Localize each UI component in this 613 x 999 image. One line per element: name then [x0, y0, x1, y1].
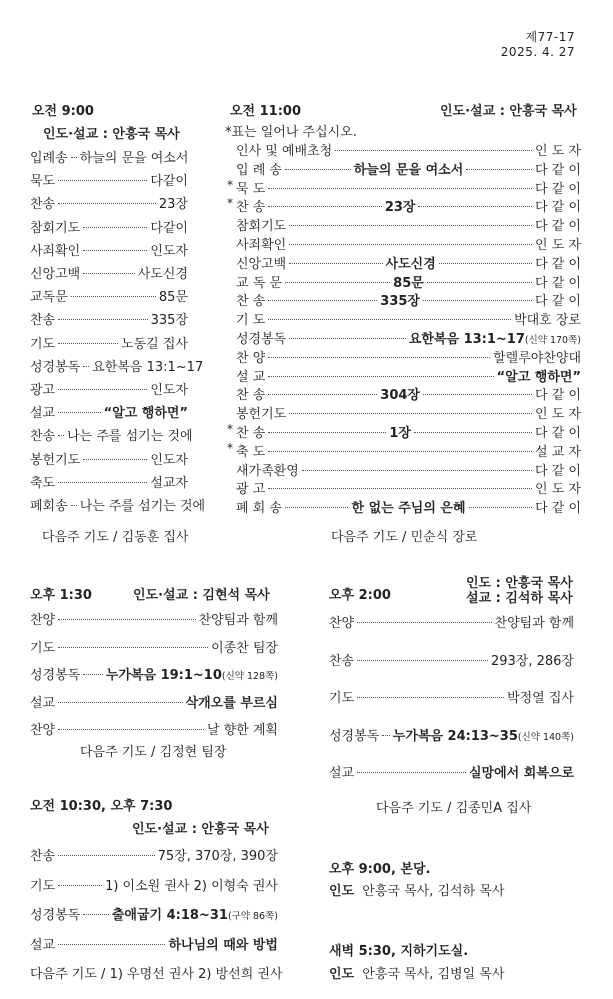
order-label: 기도	[30, 640, 56, 656]
order-label: 기 도	[236, 313, 266, 329]
order-value: 사도신경	[137, 267, 188, 282]
order-label: 축 도	[236, 444, 266, 460]
dot-leader	[289, 225, 532, 226]
dot-leader	[268, 300, 377, 301]
order-label: 찬양	[30, 613, 56, 628]
order-value: 인 도 자	[535, 407, 581, 423]
order-row	[236, 347, 581, 366]
standing-note: *표는 일어나 주십시오.	[225, 125, 357, 140]
dot-leader	[357, 622, 491, 623]
order-row	[30, 240, 188, 259]
dot-leader	[268, 432, 386, 433]
order-row	[30, 719, 278, 738]
order-row	[236, 384, 581, 403]
dot-leader	[58, 180, 147, 181]
order-value: 335장	[150, 313, 188, 329]
order-value: 다 같 이	[535, 181, 581, 197]
dot-leader	[268, 451, 532, 452]
dot-leader	[58, 885, 102, 886]
order-label: 찬양	[30, 723, 56, 738]
order-label: 인사 및 예배초청	[236, 144, 333, 159]
dot-leader	[466, 169, 532, 170]
order-label: 찬송	[30, 849, 56, 864]
order-row	[30, 147, 188, 166]
service-900pm-leader	[329, 880, 504, 899]
order-row	[227, 196, 582, 216]
order-label: 묵 도	[236, 181, 266, 197]
order-value: 날 향한 계획	[206, 723, 278, 738]
order-label: 교독문	[30, 290, 68, 306]
dot-leader	[58, 435, 64, 436]
order-row	[236, 253, 581, 272]
service-900-time: 오전 9:00	[32, 104, 94, 119]
order-value: 박정열 집사	[507, 691, 574, 706]
service-1030-leader: 인도·설교 : 안흥국 목사	[132, 822, 269, 837]
order-row	[30, 309, 188, 328]
order-label: 교 독 문	[236, 275, 282, 291]
dot-leader	[469, 507, 533, 508]
standing-mark: *	[227, 422, 233, 436]
dot-leader	[289, 244, 532, 245]
dot-leader	[423, 300, 532, 301]
dot-leader	[58, 389, 147, 390]
service-1100-next-prayer: 다음주 기도 / 민순식 장로	[331, 530, 478, 545]
order-value: 23장	[158, 197, 188, 213]
order-value: 요한복음 13:1~17	[92, 359, 204, 375]
order-row	[236, 328, 581, 347]
order-row	[30, 402, 188, 421]
order-row	[30, 263, 188, 282]
order-value: 할렐루야찬양대	[493, 350, 581, 366]
dot-leader	[289, 338, 406, 339]
dot-leader	[58, 412, 100, 413]
order-value: “알고 행하면”	[103, 406, 188, 422]
order-row	[329, 612, 574, 631]
dot-leader	[58, 319, 148, 320]
page-reference: (신약 128쪽)	[221, 671, 278, 682]
dot-leader	[58, 482, 147, 483]
order-label: 찬송	[329, 653, 355, 669]
order-row	[329, 650, 574, 669]
order-value: 찬양팀과 함께	[494, 616, 574, 631]
service-130-time: 오후 1:30	[30, 588, 92, 603]
order-value: 박대호 장로	[514, 313, 581, 329]
order-value: 하늘의 문을 여소서	[79, 151, 189, 166]
order-label: 참회기도	[236, 219, 287, 235]
order-label: 찬송	[30, 197, 56, 213]
order-row	[236, 460, 581, 479]
dot-leader	[289, 263, 382, 264]
issue-number: 제77-17	[525, 30, 575, 44]
order-label: 축도	[30, 475, 56, 491]
dot-leader	[83, 273, 135, 274]
order-label: 찬송	[30, 429, 56, 445]
dot-leader	[71, 296, 156, 297]
order-row	[30, 904, 278, 923]
leader-names: 안흥국 목사, 김석하 목사	[362, 884, 505, 899]
order-row	[236, 366, 581, 385]
order-row	[227, 440, 581, 460]
dot-leader	[268, 188, 532, 189]
order-row	[30, 934, 278, 953]
dot-leader	[285, 169, 351, 170]
order-row	[236, 497, 581, 516]
order-value: 다 같 이	[535, 501, 582, 517]
order-value: “알고 행하면”	[496, 369, 581, 385]
bulletin-date: 2025. 4. 27	[500, 45, 575, 59]
order-detail: 사도신경	[385, 256, 436, 272]
order-value: 삭개오를 부르심	[185, 695, 278, 711]
service-130-leader: 인도·설교 : 김현석 목사	[133, 588, 270, 603]
order-label: 신앙고백	[30, 267, 81, 282]
dot-leader	[335, 150, 532, 151]
dot-leader	[268, 206, 382, 207]
order-row	[236, 234, 581, 253]
dot-leader	[268, 376, 493, 377]
order-row	[329, 762, 574, 781]
dot-leader	[427, 282, 532, 283]
order-label: 신앙고백	[236, 256, 287, 272]
order-label: 설 교	[236, 369, 266, 385]
dot-leader	[268, 488, 532, 489]
order-row	[30, 495, 206, 514]
order-value: 85문	[158, 290, 188, 306]
dot-leader	[289, 413, 532, 414]
dot-leader	[268, 319, 511, 320]
order-label: 광고	[30, 383, 56, 398]
dot-leader	[83, 366, 89, 367]
service-200-leader: 인도 : 안흥국 목사	[466, 576, 573, 591]
dot-leader	[357, 697, 504, 698]
page-reference: (구약 86쪽)	[227, 911, 278, 922]
order-row	[30, 356, 204, 375]
order-label: 성경봉독	[30, 668, 81, 683]
order-label: 기도	[30, 336, 56, 352]
order-label: 묵도	[30, 174, 56, 190]
leader-label: 인도	[329, 884, 355, 899]
order-value: 인도자	[150, 452, 188, 468]
dot-leader	[83, 459, 147, 460]
order-row	[236, 215, 581, 234]
order-label: 성경봉독	[30, 359, 81, 375]
dot-leader	[285, 282, 390, 283]
order-row	[236, 403, 581, 422]
service-200-time: 오후 2:00	[329, 588, 391, 603]
service-900-next-prayer: 다음주 기도 / 김동훈 집사	[42, 530, 189, 545]
order-label: 설교	[329, 766, 355, 781]
order-value: 이종찬 팀장	[211, 640, 278, 656]
dot-leader	[58, 855, 155, 856]
order-value: 인 도 자	[535, 238, 581, 253]
dot-leader	[71, 157, 77, 158]
order-value: 75장, 370장, 390장	[157, 849, 278, 864]
order-value: 노동길 집사	[121, 336, 188, 352]
order-value: 다 같 이	[535, 275, 581, 291]
dot-leader	[58, 702, 182, 703]
dot-leader	[418, 206, 532, 207]
order-label: 사죄확인	[236, 238, 287, 253]
order-row	[30, 845, 278, 864]
order-label: 폐 회 송	[236, 501, 282, 517]
order-label: 광 고	[236, 482, 266, 498]
order-label: 설교	[30, 937, 56, 953]
order-label: 기도	[329, 691, 355, 706]
service-900-leader: 인도·설교 : 안흥국 목사	[43, 127, 180, 142]
order-value: 다 같 이	[535, 426, 581, 441]
order-label: 참회기도	[30, 220, 81, 236]
dot-leader	[268, 394, 377, 395]
order-value: 찬양팀과 함께	[198, 613, 278, 628]
order-value: 다 같 이	[535, 256, 582, 272]
service-200-next-prayer: 다음주 기도 / 김종민A 집사	[376, 801, 532, 816]
order-value: 누가복음 19:1~10	[105, 668, 222, 683]
service-1030-time: 오전 10:30, 오후 7:30	[30, 799, 173, 814]
order-row	[30, 875, 278, 894]
order-row	[30, 193, 188, 212]
order-value: 다 같 이	[535, 463, 581, 479]
order-value: 인도자	[150, 383, 188, 398]
order-detail: 하늘의 문을 여소서	[353, 162, 464, 178]
order-value: 인 도 자	[535, 482, 581, 498]
leader-label: 인도	[329, 967, 355, 982]
dot-leader	[83, 914, 109, 915]
dot-leader	[302, 470, 532, 471]
dot-leader	[83, 674, 103, 675]
order-value: 다 같 이	[535, 162, 581, 178]
order-value: 설교자	[150, 475, 188, 491]
order-value: 다 같 이	[535, 200, 582, 216]
dot-leader	[285, 507, 349, 508]
order-value: 실망에서 회복으로	[469, 766, 574, 781]
order-row	[227, 422, 581, 441]
dot-leader	[71, 505, 77, 506]
standing-mark: *	[227, 440, 233, 455]
order-value: 누가복음 24:13~35	[392, 728, 518, 744]
order-detail: 한 없는 주님의 은혜	[351, 501, 466, 517]
order-value: 다 같 이	[535, 294, 581, 310]
order-row	[30, 425, 193, 445]
order-value: 나는 주를 섬기는 것에	[67, 429, 193, 445]
service-200-preacher: 설교 : 김석하 목사	[466, 591, 573, 606]
dot-leader	[382, 735, 390, 736]
order-row	[236, 140, 581, 159]
dot-leader	[357, 772, 466, 773]
order-row	[30, 472, 188, 491]
order-value: 설 교 자	[535, 444, 581, 460]
order-label: 새가족환영	[236, 463, 299, 479]
order-label: 성경봉독	[329, 728, 380, 744]
order-value: 나는 주를 섬기는 것에	[79, 499, 206, 514]
order-row	[30, 664, 278, 683]
order-value: 하나님의 때와 방법	[168, 937, 278, 953]
order-row	[30, 692, 278, 711]
order-label: 찬 송	[236, 200, 266, 216]
dot-leader	[58, 343, 118, 344]
order-row	[236, 290, 581, 309]
order-value: 다 같 이	[535, 388, 581, 404]
order-label: 기도	[30, 878, 56, 894]
order-row	[30, 379, 188, 398]
leader-names: 안흥국 목사, 김병일 목사	[362, 967, 505, 982]
order-label: 폐회송	[30, 499, 68, 514]
order-label: 설교	[30, 406, 56, 422]
order-row	[236, 159, 581, 178]
standing-mark: *	[227, 196, 233, 211]
order-label: 찬양	[329, 616, 355, 631]
order-label: 찬 송	[236, 388, 266, 404]
order-detail: 1장	[389, 426, 411, 441]
order-detail: 335장	[380, 294, 420, 310]
order-value: 다같이	[150, 220, 188, 236]
dot-leader	[439, 263, 532, 264]
order-row	[236, 309, 581, 328]
order-detail: 요한복음 13:1~17	[408, 332, 525, 347]
order-value: 다 같 이	[535, 219, 581, 235]
dot-leader	[58, 944, 165, 945]
order-row	[236, 272, 581, 291]
page-reference: (신약 170쪽)	[524, 335, 581, 346]
service-1100-leader: 인도·설교 : 안흥국 목사	[440, 104, 577, 119]
dot-leader	[58, 647, 208, 648]
order-label: 봉헌기도	[236, 407, 287, 423]
order-value: 인도자	[150, 243, 188, 259]
service-900pm-title: 오후 9:00, 본당.	[329, 862, 431, 877]
order-label: 찬 송	[236, 426, 266, 441]
order-value: 다같이	[150, 174, 188, 190]
order-row	[30, 333, 188, 352]
order-row	[30, 609, 278, 628]
page-reference: (신약 140쪽)	[517, 731, 574, 743]
order-value: 293장, 286장	[490, 653, 574, 669]
dot-leader	[357, 660, 488, 661]
order-value: 1) 이소원 권사 2) 이형숙 권사	[105, 878, 278, 894]
dot-leader	[58, 619, 195, 620]
service-1100-time: 오전 11:00	[230, 104, 302, 119]
order-detail: 23장	[384, 200, 416, 216]
order-label: 입 례 송	[236, 162, 282, 178]
dot-leader	[414, 432, 532, 433]
order-row	[329, 687, 574, 706]
service-130-next-prayer: 다음주 기도 / 김정현 팀장	[80, 745, 227, 760]
dot-leader	[83, 250, 147, 251]
order-detail: 85문	[393, 275, 424, 291]
dot-leader	[83, 227, 147, 228]
standing-mark: *	[227, 177, 233, 192]
dot-leader	[268, 357, 490, 358]
dawn-prayer-leader	[329, 963, 504, 982]
order-label: 성경봉독	[236, 332, 287, 347]
order-label: 봉헌기도	[30, 452, 81, 468]
order-row	[227, 177, 581, 197]
order-label: 성경봉독	[30, 908, 81, 923]
order-detail: 304장	[380, 388, 420, 404]
order-row	[236, 478, 581, 497]
order-label: 찬송	[30, 313, 56, 329]
order-label: 입례송	[30, 151, 68, 166]
dot-leader	[58, 203, 156, 204]
order-label: 설교	[30, 695, 56, 711]
dawn-prayer-title: 새벽 5:30, 지하기도실.	[329, 944, 469, 959]
dot-leader	[423, 394, 532, 395]
order-row	[329, 725, 574, 744]
order-row	[30, 170, 188, 189]
order-label: 찬 양	[236, 350, 266, 366]
order-label: 찬 송	[236, 294, 266, 310]
order-row	[30, 637, 278, 656]
service-1030-next-prayer: 다음주 기도 / 1) 우명선 권사 2) 방선희 권사	[30, 967, 283, 982]
order-row	[30, 217, 188, 236]
order-value: 출애굽기 4:18~31	[111, 908, 228, 923]
order-label: 사죄확인	[30, 243, 81, 259]
dot-leader	[58, 729, 204, 730]
order-value: 인 도 자	[535, 144, 581, 159]
order-row	[30, 286, 188, 305]
order-row	[30, 449, 188, 468]
